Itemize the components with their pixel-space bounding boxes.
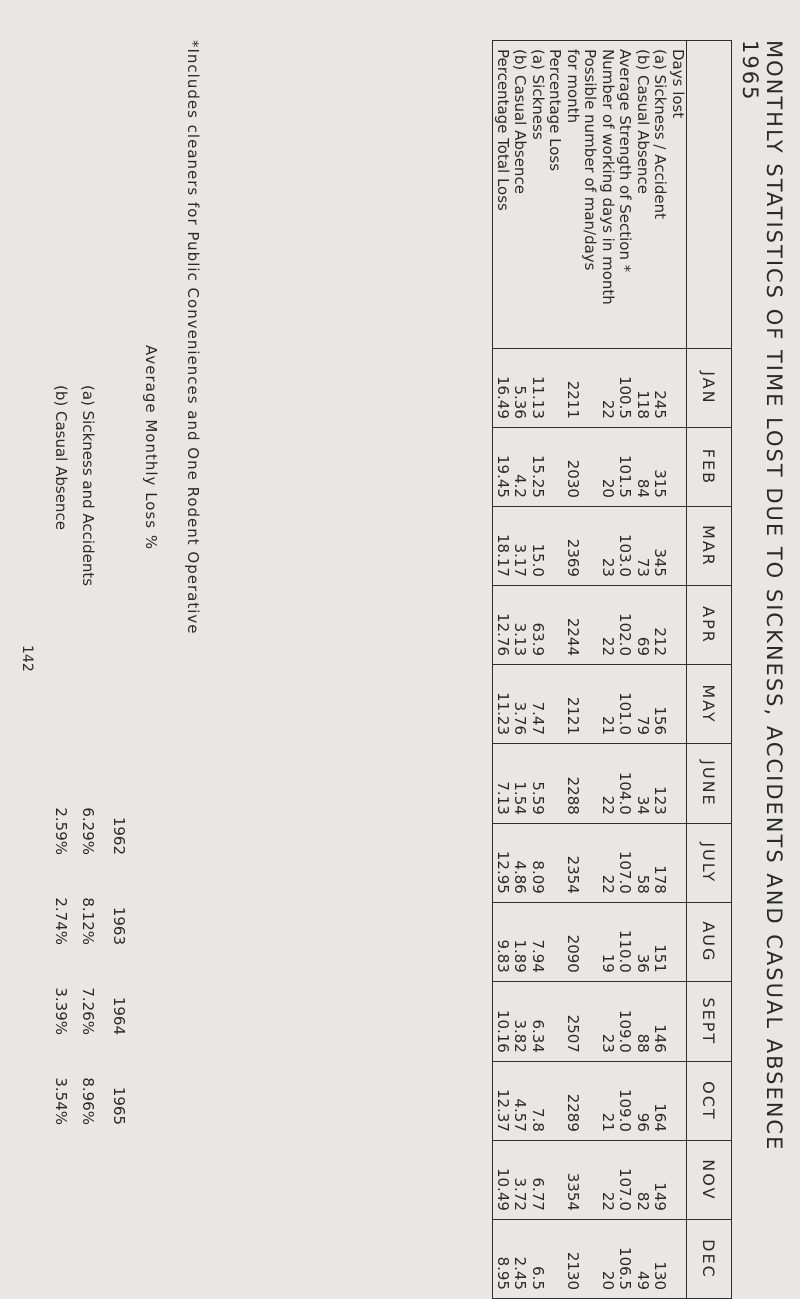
average-title: Average Monthly Loss % (142, 345, 160, 551)
cell-value: 36 (634, 953, 652, 973)
cell-value: 164 (651, 1103, 670, 1132)
average-row-sickness (79, 345, 97, 1125)
cell-value (669, 436, 687, 498)
cell-value (669, 752, 687, 815)
average-value: 3.54% (52, 1077, 70, 1125)
cell-value: 10.16 (494, 1009, 512, 1053)
cell-value: 7.13 (494, 781, 512, 815)
average-year: 1964 (110, 996, 128, 1035)
cell-value: 7.47 (529, 701, 547, 736)
row-label: for month (564, 49, 582, 124)
cell-value (581, 436, 599, 498)
monthly-stats-table (493, 40, 733, 1299)
cell-value (546, 832, 564, 894)
cell-value: 345 (651, 548, 670, 577)
cell-value: 107.0 (616, 850, 635, 894)
cell-value (581, 1070, 599, 1132)
cell-value: 5.36 (511, 385, 530, 419)
cell-value: 2244 (564, 617, 582, 656)
month-header: JAN (687, 348, 732, 427)
cell-value: 102.0 (616, 613, 635, 656)
cell-value: 5.59 (529, 781, 547, 815)
month-column (493, 1140, 687, 1219)
cell-value (581, 357, 599, 419)
row-label: (b) Casual Absence (511, 49, 530, 194)
cell-value: 156 (651, 706, 670, 736)
cell-value: 11.13 (529, 375, 547, 419)
row-labels-column (493, 41, 687, 349)
row-label: (b) Casual Absence (634, 49, 652, 194)
cell-value: 104.0 (616, 771, 635, 815)
cell-value: 2507 (564, 1014, 582, 1053)
cell-value: 10.49 (494, 1167, 512, 1211)
cell-value: 20 (599, 1270, 617, 1290)
cell-value: 11.23 (494, 692, 512, 736)
cell-value (669, 357, 687, 419)
month-header: JUNE (687, 744, 732, 824)
cell-value: 49 (634, 1270, 652, 1290)
month-column (493, 427, 687, 506)
cell-value: 101.0 (616, 692, 635, 736)
cell-value (546, 1228, 564, 1290)
row-label: Percentage Total Loss (494, 49, 512, 211)
cell-value (546, 752, 564, 815)
cell-value (546, 990, 564, 1053)
average-value: 7.26% (79, 987, 97, 1035)
cell-value: 3.13 (511, 622, 530, 656)
cell-value (546, 911, 564, 973)
month-column (493, 744, 687, 824)
average-year: 1963 (110, 906, 128, 945)
cell-value (669, 990, 687, 1053)
cell-value: 19.45 (494, 454, 512, 498)
row-label: (a) Sickness / Accident (651, 49, 670, 220)
cell-value: 109.0 (616, 1009, 635, 1053)
average-value: 3.39% (52, 987, 70, 1035)
cell-value: 18.17 (494, 534, 512, 577)
cell-value: 7.8 (529, 1108, 547, 1132)
cell-value: 12.95 (494, 850, 512, 894)
cell-value (669, 673, 687, 735)
page-title: MONTHLY STATISTICS OF TIME LOST DUE TO SICKNESS, ACCIDENTS AND CASUAL ABSENCE 1965 (738, 40, 786, 1152)
cell-value: 21 (599, 715, 617, 736)
cell-value: 130 (651, 1261, 670, 1290)
average-row-casual (52, 345, 70, 1125)
average-years-row (110, 345, 128, 1125)
cell-value (669, 1228, 687, 1290)
cell-value: 22 (599, 399, 617, 419)
month-header: MAY (687, 665, 732, 744)
cell-value: 100.5 (616, 375, 635, 419)
cell-value: 79 (634, 715, 652, 736)
cell-value (546, 357, 564, 419)
cell-value: 82 (634, 1191, 652, 1211)
cell-value: 6.34 (529, 1019, 547, 1053)
cell-value (546, 673, 564, 735)
cell-value (669, 1149, 687, 1211)
table-header-row (687, 41, 732, 1299)
average-value: 2.59% (52, 807, 70, 855)
month-header: SEPT (687, 981, 732, 1061)
cell-value: 96 (634, 1112, 652, 1132)
cell-value: 2354 (564, 855, 582, 894)
cell-value: 2030 (564, 459, 582, 498)
row-label: Possible number of man/days (581, 49, 600, 271)
average-value: 8.12% (79, 897, 97, 945)
cell-value: 118 (634, 390, 652, 419)
cell-value: 21 (599, 1112, 617, 1132)
month-column (493, 902, 687, 981)
month-header: OCT (687, 1061, 732, 1140)
month-column (493, 981, 687, 1061)
month-header: APR (687, 585, 732, 664)
row-label: (a) Sickness (529, 49, 547, 140)
month-header: DEC (687, 1219, 732, 1298)
cell-value (669, 832, 687, 894)
cell-value: 106.5 (616, 1247, 635, 1290)
cell-value (546, 436, 564, 498)
cell-value: 1.54 (511, 781, 530, 815)
cell-value: 58 (634, 874, 652, 894)
cell-value: 315 (651, 469, 670, 498)
cell-value: 4.57 (511, 1098, 530, 1132)
cell-value (546, 594, 564, 656)
cell-value: 2211 (564, 380, 582, 419)
footnote: *Includes cleaners for Public Conveniences and One Rodent Operative (184, 40, 202, 635)
cell-value: 146 (651, 1024, 670, 1053)
cell-value: 3.17 (511, 543, 530, 577)
cell-value (546, 1149, 564, 1211)
month-column (493, 1061, 687, 1140)
cell-value: 101.5 (616, 454, 635, 498)
cell-value: 12.37 (494, 1088, 512, 1132)
cell-value (581, 1149, 599, 1211)
cell-value (581, 911, 599, 973)
month-header: JULY (687, 823, 732, 902)
cell-value: 88 (634, 1033, 652, 1053)
cell-value: 19 (599, 953, 617, 973)
header-blank (687, 41, 732, 349)
month-header: NOV (687, 1140, 732, 1219)
cell-value (546, 515, 564, 577)
month-column (493, 506, 687, 585)
cell-value: 4.86 (511, 860, 530, 894)
cell-value: 16.49 (494, 375, 512, 419)
cell-value: 73 (634, 557, 652, 577)
row-label: Number of working days in month (599, 49, 617, 305)
month-header: FEB (687, 427, 732, 506)
cell-value (669, 911, 687, 973)
cell-value: 123 (651, 786, 670, 815)
cell-value: 7.94 (529, 939, 547, 973)
cell-value: 9.83 (494, 939, 512, 973)
cell-value (581, 832, 599, 894)
month-column (493, 665, 687, 744)
cell-value: 15.25 (529, 454, 547, 498)
cell-value: 149 (651, 1182, 670, 1211)
cell-value: 8.09 (529, 860, 547, 894)
cell-value: 69 (634, 636, 652, 656)
cell-value: 2130 (564, 1251, 582, 1290)
cell-value: 23 (599, 557, 617, 577)
cell-value: 22 (599, 1191, 617, 1211)
average-year: 1962 (110, 816, 128, 855)
cell-value (581, 990, 599, 1053)
cell-value (581, 673, 599, 735)
cell-value: 15.0 (529, 543, 547, 577)
cell-value: 2289 (564, 1093, 582, 1132)
cell-value: 20 (599, 478, 617, 498)
average-value: 6.29% (79, 807, 97, 855)
cell-value: 2369 (564, 538, 582, 577)
row-label: Average Strength of Section * (616, 49, 635, 273)
average-row-label: (a) Sickness and Accidents (79, 385, 97, 587)
cell-value: 3.72 (511, 1177, 530, 1211)
row-label: Days lost (669, 49, 687, 119)
cell-value: 63.9 (529, 622, 547, 656)
cell-value: 2.45 (511, 1256, 530, 1290)
cell-value (669, 594, 687, 656)
cell-value: 151 (651, 944, 670, 973)
cell-value: 2288 (564, 776, 582, 815)
average-value: 8.96% (79, 1077, 97, 1125)
cell-value (581, 515, 599, 577)
cell-value: 23 (599, 1033, 617, 1053)
cell-value: 12.76 (494, 613, 512, 656)
page-number: 142 (19, 645, 35, 672)
cell-value (669, 515, 687, 577)
average-value: 2.74% (52, 897, 70, 945)
cell-value: 1.89 (511, 939, 530, 973)
cell-value: 34 (634, 795, 652, 815)
month-column (493, 1219, 687, 1298)
cell-value: 212 (651, 627, 670, 656)
month-column (493, 348, 687, 427)
cell-value: 84 (634, 478, 652, 498)
cell-value: 110.0 (616, 929, 635, 973)
cell-value (581, 752, 599, 815)
cell-value (581, 594, 599, 656)
cell-value: 178 (651, 865, 670, 894)
cell-value: 3354 (564, 1172, 582, 1211)
cell-value: 103.0 (616, 534, 635, 577)
cell-value: 22 (599, 795, 617, 815)
cell-value: 22 (599, 636, 617, 656)
cell-value (546, 1070, 564, 1132)
month-column (493, 823, 687, 902)
cell-value (581, 1228, 599, 1290)
month-column (493, 585, 687, 664)
average-row-label: (b) Casual Absence (52, 385, 70, 530)
cell-value: 3.76 (511, 701, 530, 736)
cell-value: 2090 (564, 934, 582, 973)
cell-value (669, 1070, 687, 1132)
cell-value: 6.77 (529, 1177, 547, 1211)
row-label: Percentage Loss (546, 49, 565, 172)
average-year: 1965 (110, 1086, 128, 1125)
cell-value: 22 (599, 874, 617, 894)
cell-value: 3.82 (511, 1019, 530, 1053)
cell-value: 4.2 (511, 474, 530, 498)
table-body-row (493, 41, 687, 1299)
cell-value: 107.0 (616, 1167, 635, 1211)
cell-value: 8.95 (494, 1256, 512, 1290)
cell-value: 245 (651, 390, 670, 419)
cell-value: 6.5 (529, 1266, 547, 1290)
month-header: AUG (687, 902, 732, 981)
month-header: MAR (687, 506, 732, 585)
cell-value: 109.0 (616, 1088, 635, 1132)
cell-value: 2121 (564, 696, 582, 736)
